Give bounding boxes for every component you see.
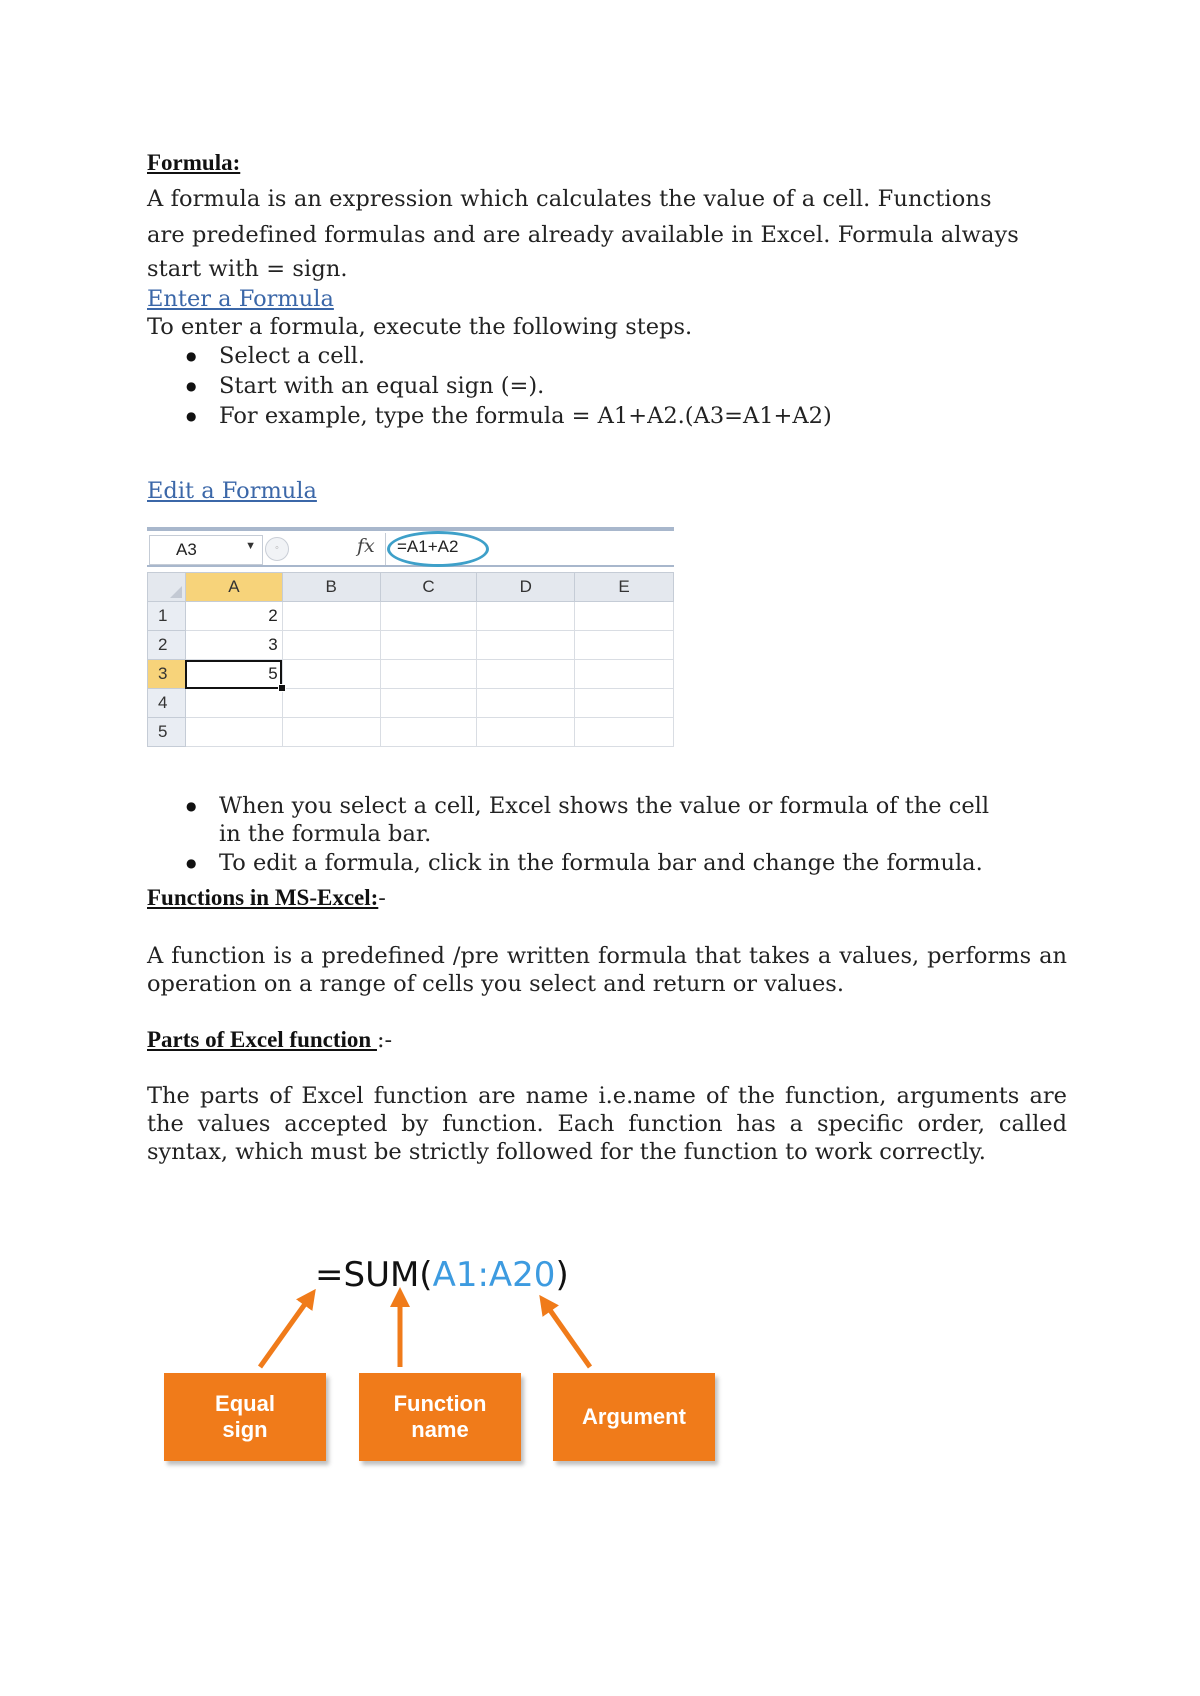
edit-formula-link[interactable]: Edit a Formula bbox=[147, 478, 317, 504]
cell-e1[interactable] bbox=[575, 602, 674, 631]
cell-e5[interactable] bbox=[575, 718, 674, 747]
cell-c1[interactable] bbox=[380, 602, 477, 631]
cell-a2[interactable]: 3 bbox=[185, 631, 282, 660]
argument-box bbox=[553, 1373, 715, 1461]
cell-a3[interactable]: 5 bbox=[185, 660, 282, 689]
edit-bullets-list bbox=[147, 792, 1067, 878]
cell-b3[interactable] bbox=[282, 660, 380, 689]
row-header-5[interactable]: 5 bbox=[148, 718, 186, 747]
column-header-b[interactable]: B bbox=[282, 573, 380, 602]
sum-suffix: ) bbox=[555, 1255, 569, 1295]
parts-heading-suffix: :- bbox=[376, 1027, 393, 1053]
sum-prefix: =SUM( bbox=[315, 1255, 433, 1295]
row-header-3[interactable]: 3 bbox=[148, 660, 186, 689]
arrows-graphic bbox=[160, 1255, 720, 1385]
list-item: ● Start with an equal sign (=). bbox=[219, 371, 1067, 401]
enter-formula-link[interactable]: Enter a Formula bbox=[147, 286, 334, 312]
cell-d4[interactable] bbox=[477, 689, 575, 718]
cell-c3[interactable] bbox=[380, 660, 477, 689]
enter-steps-list bbox=[147, 341, 1067, 431]
spreadsheet-grid bbox=[147, 572, 674, 747]
parts-heading: Parts of Excel function bbox=[147, 1027, 377, 1052]
edit-bullet-1-line2: in the formula bar. bbox=[219, 821, 432, 847]
functions-paragraph: A function is a predefined /pre written formula that takes a values, performs an operation on a range of cells you select and return or values. bbox=[147, 943, 1067, 997]
formula-intro-line3: start with = sign. bbox=[147, 256, 348, 282]
column-header-a[interactable]: A bbox=[185, 573, 282, 602]
document-page-continued bbox=[147, 792, 1067, 1166]
cell-d1[interactable] bbox=[477, 602, 575, 631]
functions-heading-row bbox=[147, 884, 1067, 912]
function-box-line2: name bbox=[411, 1417, 469, 1442]
edit-bullet-1-line1: When you select a cell, Excel shows the value or formula of the cell bbox=[219, 793, 990, 819]
argument-box-label: Argument bbox=[582, 1404, 686, 1429]
document-page bbox=[147, 150, 1067, 505]
cell-e3[interactable] bbox=[575, 660, 674, 689]
functions-heading-suffix: - bbox=[378, 885, 386, 911]
cell-a4[interactable] bbox=[185, 689, 282, 718]
column-header-e[interactable]: E bbox=[575, 573, 674, 602]
cell-c5[interactable] bbox=[380, 718, 477, 747]
equal-box-line1: Equal bbox=[215, 1391, 275, 1416]
list-item: ● Select a cell. bbox=[219, 341, 1067, 371]
enter-steps-intro: To enter a formula, execute the following steps. bbox=[147, 314, 693, 340]
equal-arrow-icon bbox=[260, 1297, 310, 1367]
cell-d2[interactable] bbox=[477, 631, 575, 660]
cell-a1[interactable]: 2 bbox=[185, 602, 282, 631]
cell-e2[interactable] bbox=[575, 631, 674, 660]
formula-bar bbox=[147, 527, 674, 567]
function-box-line1: Function bbox=[393, 1391, 487, 1416]
cell-b2[interactable] bbox=[282, 631, 380, 660]
formula-intro-line2: are predefined formulas and are already available in Excel. Formula always bbox=[147, 222, 1019, 248]
name-box[interactable] bbox=[149, 535, 263, 565]
cell-a5[interactable] bbox=[185, 718, 282, 747]
formula-value[interactable]: =A1+A2 bbox=[397, 537, 459, 556]
formula-heading-row bbox=[147, 150, 1067, 181]
parts-paragraph: The parts of Excel function are name i.e.name of the function, arguments are the values accepted by function. Each function has a specific order, called syntax, which must be strictly followed for the function to work correctly. bbox=[147, 1083, 1067, 1165]
formula-heading: Formula: bbox=[147, 150, 241, 175]
column-header-c[interactable]: C bbox=[380, 573, 477, 602]
list-item: ● To edit a formula, click in the formula bar and change the formula. bbox=[219, 848, 1067, 878]
highlight-circle bbox=[387, 531, 489, 567]
list-item bbox=[219, 792, 1067, 848]
cell-d3[interactable] bbox=[477, 660, 575, 689]
sum-argument: A1:A20 bbox=[432, 1255, 556, 1295]
fx-icon[interactable]: fx bbox=[357, 535, 375, 557]
parts-heading-row bbox=[147, 1026, 1067, 1054]
row-header-4[interactable]: 4 bbox=[148, 689, 186, 718]
excel-screenshot bbox=[147, 527, 674, 755]
cell-d5[interactable] bbox=[477, 718, 575, 747]
column-header-d[interactable]: D bbox=[477, 573, 575, 602]
row-header-1[interactable]: 1 bbox=[148, 602, 186, 631]
functions-heading: Functions in MS-Excel: bbox=[147, 885, 379, 910]
cell-e4[interactable] bbox=[575, 689, 674, 718]
formula-intro-line1: A formula is an expression which calculates the value of a cell. Functions bbox=[147, 186, 992, 212]
cell-c2[interactable] bbox=[380, 631, 477, 660]
cancel-icon[interactable]: ◦ bbox=[265, 537, 289, 561]
cell-c4[interactable] bbox=[380, 689, 477, 718]
function-name-box bbox=[359, 1373, 521, 1461]
cell-b4[interactable] bbox=[282, 689, 380, 718]
argument-arrow-icon bbox=[545, 1303, 590, 1367]
equal-sign-box bbox=[164, 1373, 326, 1461]
sum-function-diagram bbox=[160, 1255, 720, 1475]
list-item: ● For example, type the formula = A1+A2.(A3=A1+A2) bbox=[219, 401, 1067, 431]
chevron-down-icon[interactable]: ▼ bbox=[245, 540, 256, 552]
equal-box-line2: sign bbox=[222, 1417, 268, 1442]
select-all-corner[interactable] bbox=[148, 573, 186, 602]
name-box-value: A3 bbox=[176, 540, 197, 559]
cell-b5[interactable] bbox=[282, 718, 380, 747]
cell-b1[interactable] bbox=[282, 602, 380, 631]
formula-bar-divider bbox=[385, 533, 386, 565]
row-header-2[interactable]: 2 bbox=[148, 631, 186, 660]
